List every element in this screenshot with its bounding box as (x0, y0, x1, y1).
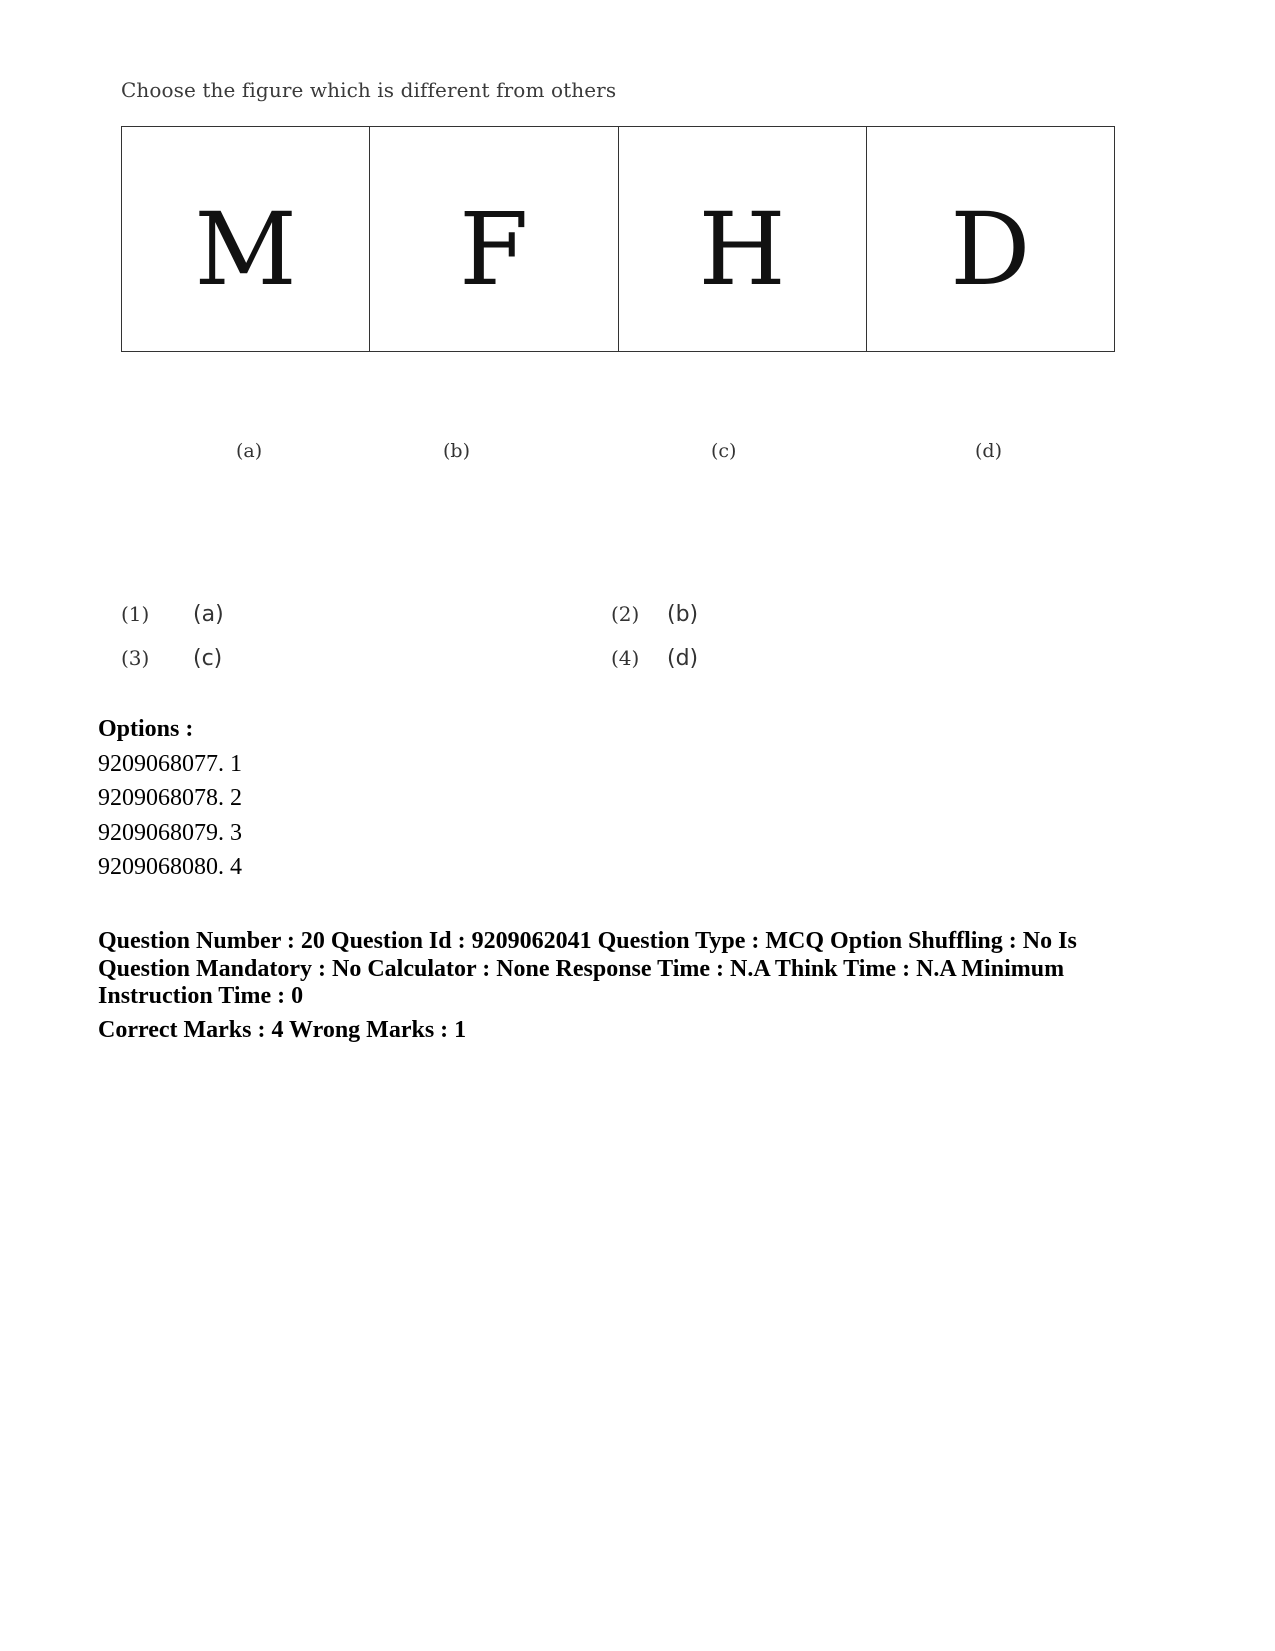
figure-cell-b (370, 127, 618, 351)
option-item: 9209068080. 4 (98, 854, 242, 880)
question-meta (98, 928, 1158, 1044)
figure-grid (121, 126, 1115, 352)
choice-answer: (b) (667, 602, 699, 627)
figure-letter: F (459, 191, 529, 308)
choice-answer: (c) (193, 646, 223, 671)
option-item: 9209068078. 2 (98, 785, 242, 811)
figure-label-a: (a) (236, 440, 263, 462)
figure-cell-c (619, 127, 867, 351)
figure-label-d: (d) (975, 440, 1002, 462)
choice-3 (121, 646, 222, 671)
figure-letter: H (698, 191, 786, 308)
choice-number: (2) (611, 602, 640, 626)
figure-label-c: (c) (711, 440, 737, 462)
choice-number: (4) (611, 646, 640, 670)
figure-cell-d (867, 127, 1114, 351)
option-item: 9209068079. 3 (98, 819, 242, 846)
choice-4 (611, 646, 698, 671)
figure-letter: D (950, 191, 1031, 308)
question-details: Question Number : 20 Question Id : 9209062041 Question Type : MCQ Option Shuffling : No Is Question Mandatory : No Calculator : None Response Time : N.A Think Time : N.A Minimum Instruction Time : 0 (98, 928, 1077, 1009)
choice-2 (611, 602, 698, 627)
choice-answer: (a) (193, 602, 224, 627)
figure-label-b: (b) (443, 440, 470, 462)
question-prompt: Choose the figure which is different from others (121, 78, 617, 102)
choice-answer: (d) (667, 646, 699, 671)
choice-number: (3) (121, 646, 150, 670)
figure-cell-a (122, 127, 370, 351)
question-marks: Correct Marks : 4 Wrong Marks : 1 (98, 1016, 467, 1043)
choice-number: (1) (121, 602, 150, 626)
options-heading: Options : (98, 716, 194, 742)
question-image (0, 0, 1275, 700)
choice-1 (121, 602, 224, 627)
figure-letter: M (194, 191, 297, 308)
option-item: 9209068077. 1 (98, 750, 242, 777)
options-block (98, 712, 242, 885)
